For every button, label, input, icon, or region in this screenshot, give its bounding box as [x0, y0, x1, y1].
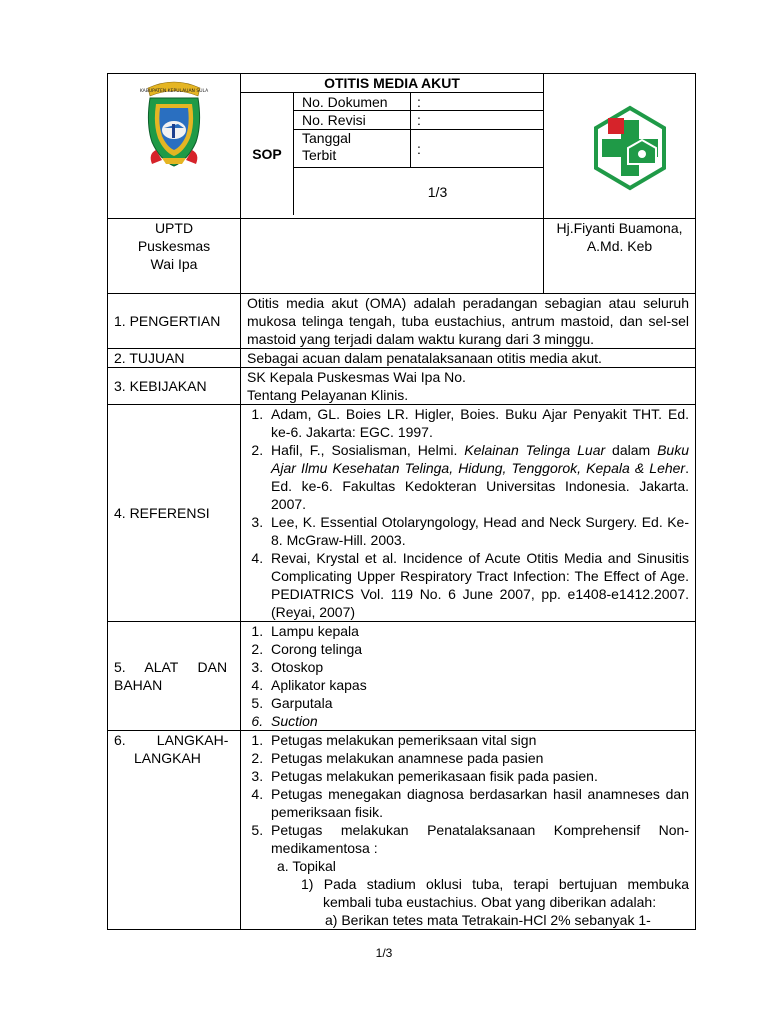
step-5-text: 5. Petugas melakukan Penatalaksanaan Komprehensif Non-medikamentosa : [271, 822, 689, 856]
langkah-cell [241, 731, 696, 930]
document-title: OTITIS MEDIA AKUT [241, 74, 543, 93]
ref2-in: dalam [605, 442, 658, 458]
ref2-chapter: Kelainan Telinga Luar [464, 442, 606, 458]
kebijakan-line-2: Tentang Pelayanan Klinis. [247, 387, 409, 403]
reference-item [267, 441, 689, 513]
alat-label-2: BAHAN [114, 677, 163, 693]
header-center [241, 74, 544, 219]
substep-tetes: a) Berikan tetes mata Tetrakain-HCl 2% sebanyak 1- [325, 912, 651, 928]
pengertian-label: 1. PENGERTIAN [108, 294, 241, 349]
equipment-list [247, 622, 689, 730]
ref2-authors: Hafil, F., Sosialisman, Helmi. [271, 442, 465, 458]
step-item: 3. Petugas melakukan pemerikasaan fisik pada pasien. [267, 767, 689, 785]
substep-oklusi: 1) Pada stadium oklusi tuba, terapi bertujuan membuka kembali tuba eustachius. Obat yang diberikan adalah: [301, 876, 689, 910]
langkah-label-2: LANGKAH [134, 750, 201, 766]
step-item: 1. Petugas melakukan pemeriksaan vital sign [267, 731, 689, 749]
date-value: : [417, 140, 421, 157]
revision-label: No. Revisi [294, 111, 411, 129]
puskesmas-logo-icon [544, 74, 696, 214]
referensi-cell [241, 405, 696, 622]
page-footer: 1/3 [375, 946, 393, 960]
sop-table [107, 73, 696, 930]
reference-list [247, 405, 689, 621]
kebijakan-cell [241, 368, 696, 405]
organization-cell [108, 219, 241, 294]
steps-list [247, 731, 689, 929]
langkah-label [108, 731, 241, 930]
org-line-2: Puskesmas [137, 238, 211, 254]
reference-item: 3. Lee, K. Essential Otolaryngology, Head and Neck Surgery. Ed. Ke- 8. McGraw-Hill. 2003. [267, 513, 689, 549]
regency-emblem-icon [108, 74, 241, 214]
sop-label: SOP [241, 93, 294, 215]
alat-label-1: 5. ALAT DAN [114, 659, 228, 675]
referensi-label: 4. REFERENSI [108, 405, 241, 622]
ref2-book: Buku Ajar Ilmu Kesehatan Telinga, Hidung, Tenggorok, Kepala & Leher [271, 442, 689, 476]
ref2-publisher: . Ed. ke-6. Fakultas Kedokteran Universitas Indonesia. Jakarta. 2007. [271, 460, 689, 512]
reference-item: 1. Adam, GL. Boies LR. Higler, Boies. Buku Ajar Penyakit THT. Ed. ke-6. Jakarta: EGC. 1997. [267, 405, 689, 441]
pengertian-text: Otitis media akut (OMA) adalah peradangan sebagian atau seluruh mukosa telinga tengah, tuba eustachius, antrum mastoid, dan sel-sel mastoid yang terjadi dalam waktu kurang dari 3 minggu. [241, 294, 696, 349]
logo-ribbon-text: KABUPATEN KEPULAUAN SULA [139, 89, 209, 94]
signer-cell [544, 219, 696, 294]
alat-label [108, 622, 241, 731]
signer-name: Hj.Fiyanti Buamona, [556, 220, 683, 236]
date-label-1: Tanggal [302, 130, 352, 146]
step-item: 2. Petugas melakukan anamnese pada pasien [267, 749, 689, 767]
regency-logo-cell [108, 74, 241, 219]
equipment-item: 4. Aplikator kapas [267, 676, 689, 694]
langkah-label-1: 6. LANGKAH- [114, 732, 229, 748]
reference-item: 4. Revai, Krystal et al. Incidence of Acute Otitis Media and Sinusitis Complicating Upper Respiratory Tract Infection: The Effect of Age. PEDIATRICS Vol. 119 No. 6 June 2007, pp. e1408-e1412.2007. (Reyai, 2007) [267, 549, 689, 621]
signature-cell [241, 219, 544, 294]
step-item [267, 821, 689, 929]
alat-cell [241, 622, 696, 731]
step-item: 4. Petugas menegakan diagnosa berdasarkan hasil anamneses dan pemeriksaan fisik. [267, 785, 689, 821]
date-label-2: Terbit [302, 147, 337, 163]
kebijakan-line-1: SK Kepala Puskesmas Wai Ipa No. [247, 369, 466, 385]
equipment-item: 3. Otoskop [267, 658, 689, 676]
tujuan-label: 2. TUJUAN [108, 349, 241, 368]
equipment-item: 6. Suction [267, 712, 689, 730]
equipment-item: 1. Lampu kepala [267, 622, 689, 640]
signer-title: A.Md. Keb [586, 238, 653, 254]
substep-topikal: a. Topikal [277, 858, 336, 874]
page-number: 1/3 [427, 183, 448, 200]
revision-value: : [417, 112, 421, 128]
org-line-1: UPTD [154, 220, 194, 236]
tujuan-text: Sebagai acuan dalam penatalaksanaan otitis media akut. [241, 349, 696, 368]
kebijakan-label: 3. KEBIJAKAN [108, 368, 241, 405]
equipment-item: 2. Corong telinga [267, 640, 689, 658]
org-line-3: Wai Ipa [150, 256, 198, 272]
doc-number-value: : [417, 94, 421, 110]
equipment-item: 5. Garputala [267, 694, 689, 712]
doc-number-label: No. Dokumen [294, 93, 411, 110]
puskesmas-logo-cell [544, 74, 696, 219]
